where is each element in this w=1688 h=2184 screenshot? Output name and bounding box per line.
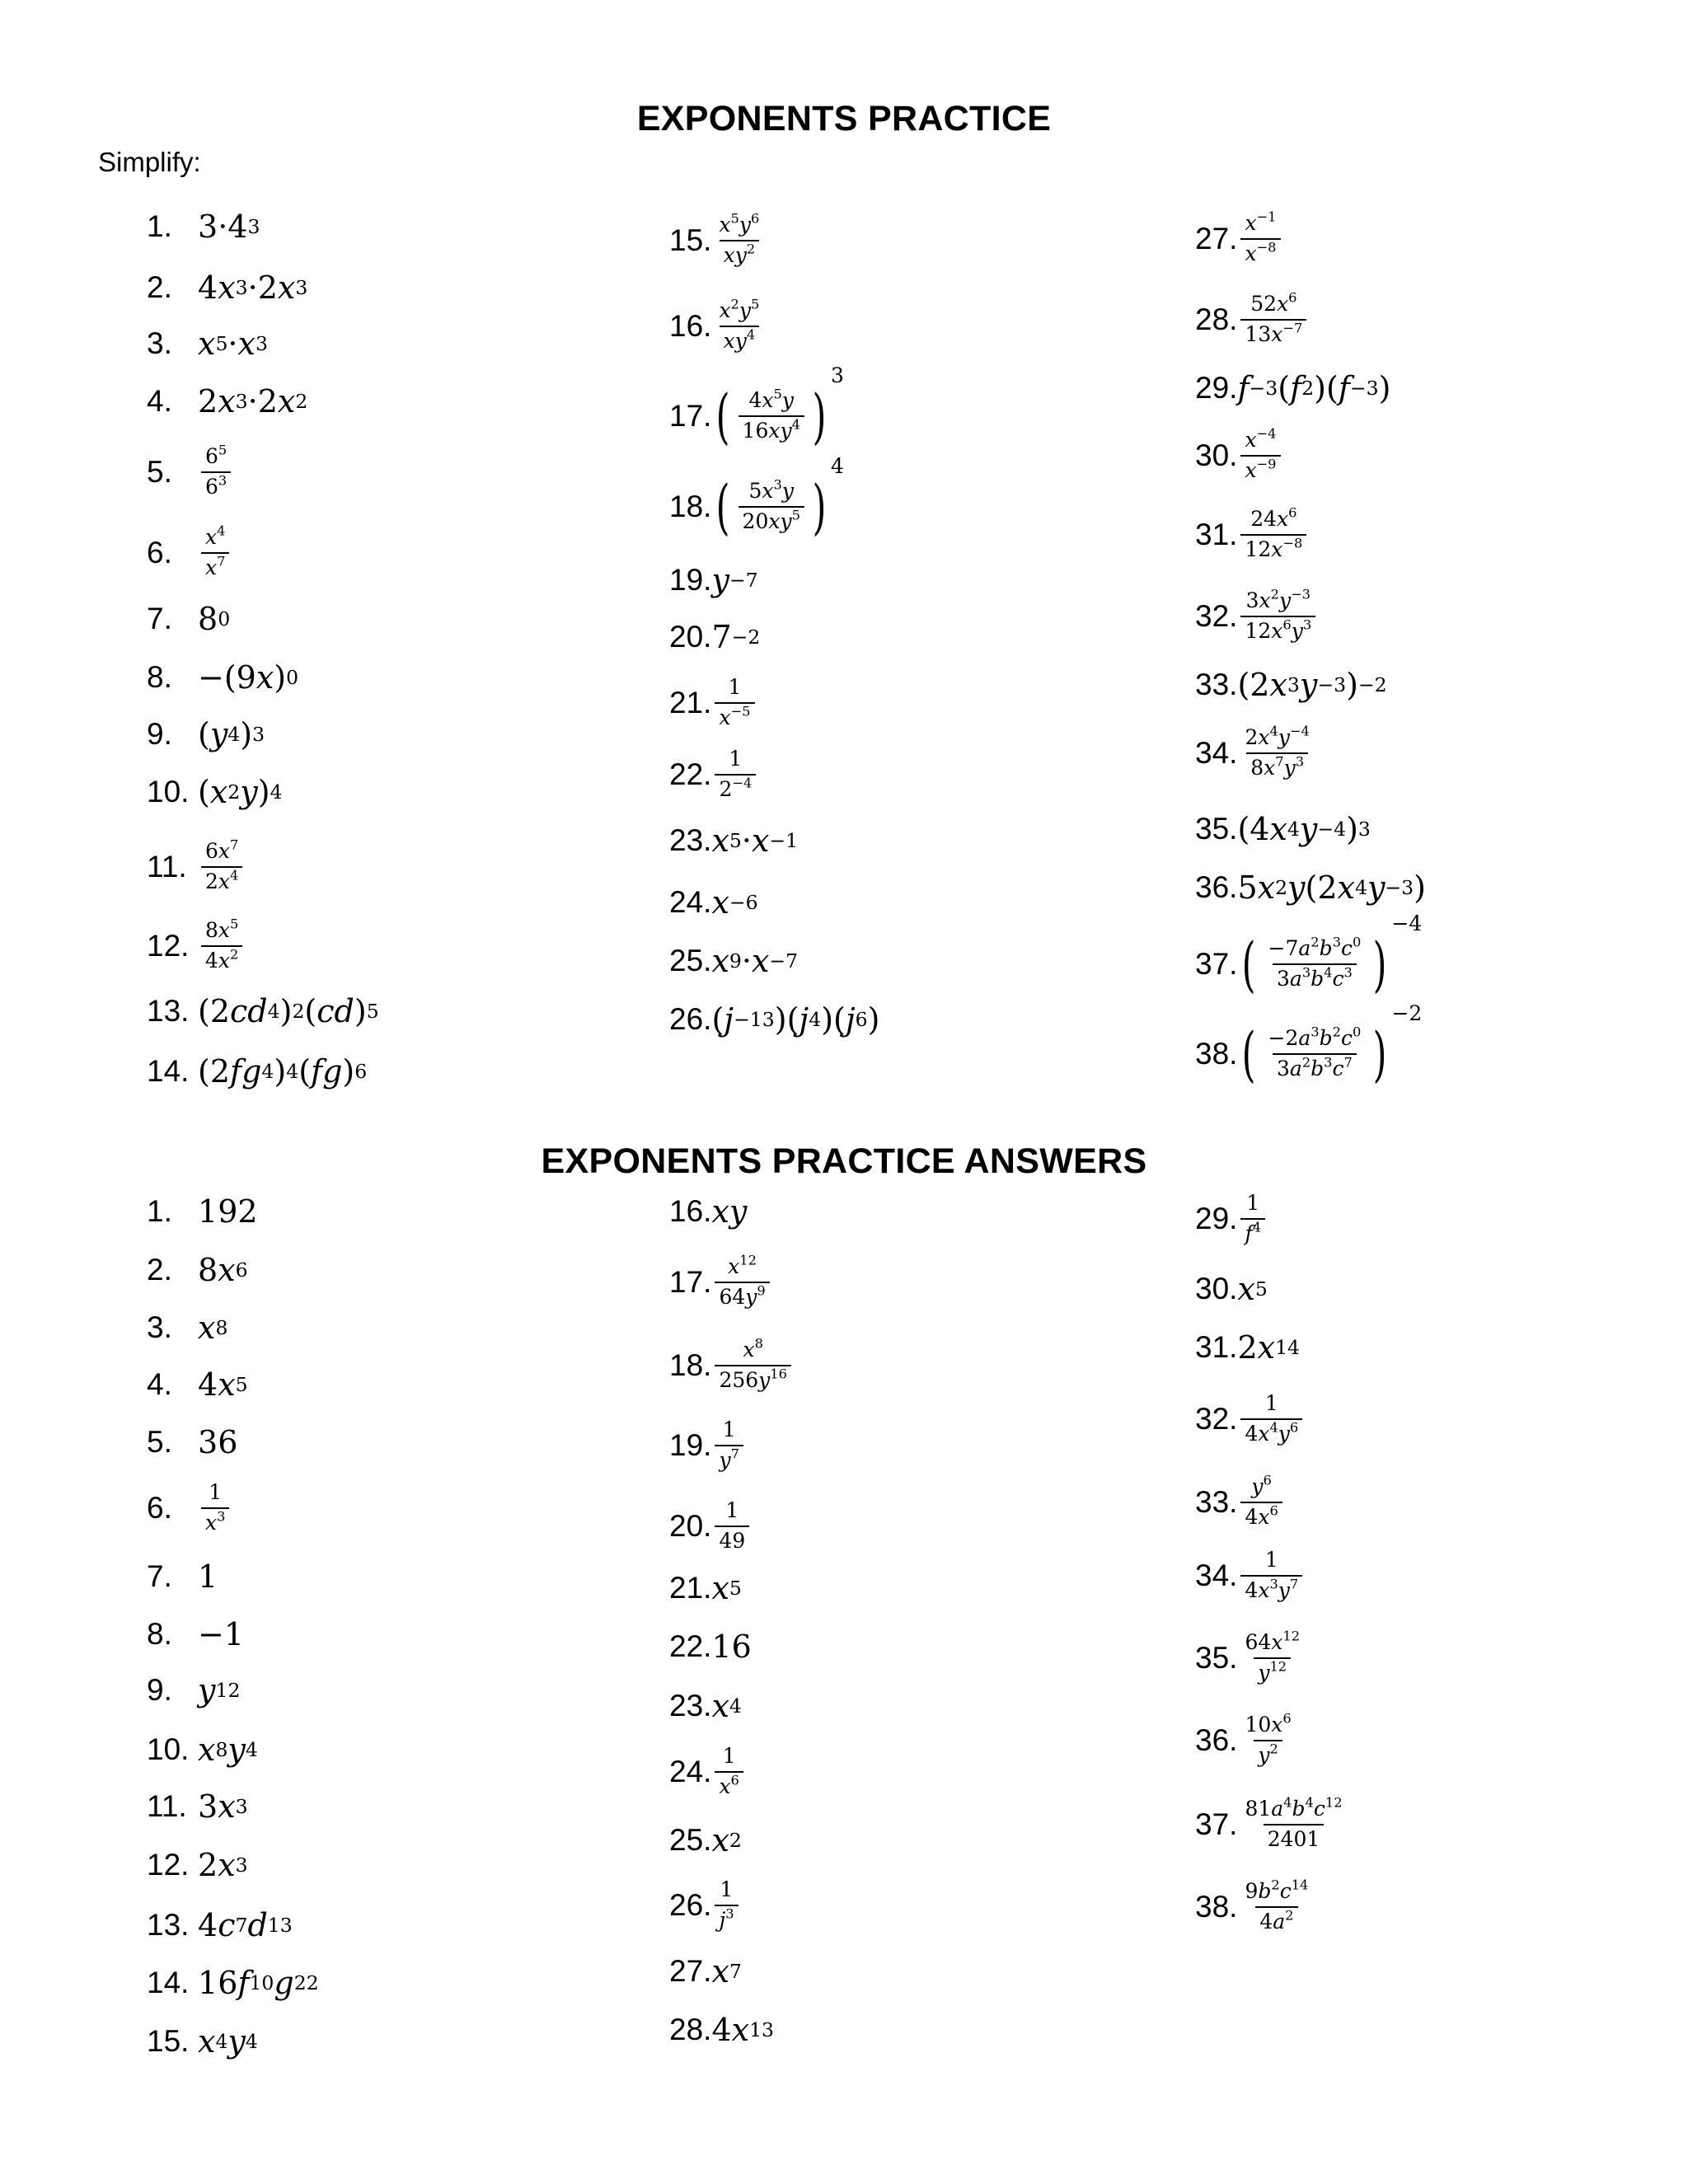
math-expression: x 7 — [711, 1953, 742, 1990]
numerator: $6^5$ — [205, 442, 227, 469]
math-expression — [198, 523, 232, 580]
denominator: $12x^6y^3$ — [1240, 616, 1315, 644]
item-number: 33. — [1195, 668, 1238, 701]
denominator: $x^{-8}$ — [1240, 238, 1280, 266]
item-number: 14. — [147, 1054, 190, 1088]
item-number: 16. — [669, 309, 712, 343]
item-number: 15. — [669, 223, 712, 257]
numerator: $81a^4b^4c^{12}$ — [1245, 1794, 1343, 1821]
answers-title: EXPONENTS PRACTICE ANSWERS — [541, 1141, 1147, 1181]
fraction — [715, 748, 756, 802]
item-number: 13. — [147, 994, 190, 1028]
fraction — [1240, 1549, 1302, 1603]
math-expression: 3 x 3 — [198, 1788, 248, 1825]
denominator: $13x^{-7}$ — [1240, 319, 1306, 347]
math-expression — [711, 1499, 753, 1554]
numerator: $x^2y^5$ — [719, 296, 760, 323]
item-number: 34. — [1195, 736, 1238, 770]
denominator: 2401 — [1264, 1824, 1325, 1852]
denominator: $64y^9$ — [715, 1282, 769, 1310]
math-expression: ( 2 x 3 y −3 ) −2 — [1237, 667, 1387, 703]
denominator: $y^7$ — [715, 1445, 743, 1473]
math-expression: 2 x 3 — [198, 1847, 248, 1883]
denominator: $3a^3b^4c^3$ — [1273, 963, 1357, 991]
numerator: $64x^{12}$ — [1245, 1628, 1301, 1655]
power-exponent: 4 — [831, 454, 844, 478]
math-expression: 4 x 13 — [711, 2012, 775, 2048]
item-number: 37. — [1195, 1807, 1238, 1841]
numerator: 1 — [209, 1480, 223, 1505]
math-expression: ( 2 fg 4 ) 4 ( fg ) 6 — [198, 1053, 368, 1090]
denominator: $3a^2b^3c^7$ — [1273, 1053, 1357, 1081]
math-expression — [1237, 1794, 1349, 1852]
item-number: 16. — [669, 1194, 712, 1228]
math-expression: ( y 4 ) 3 — [198, 716, 265, 752]
power-exponent: −4 — [1391, 912, 1423, 935]
math-expression: 8 x 6 — [198, 1252, 248, 1288]
item-number: 11. — [147, 1789, 187, 1823]
fraction — [1240, 586, 1315, 644]
math-expression: x −6 — [711, 884, 758, 921]
item-number: 7. — [147, 1559, 172, 1593]
denominator: $x^3$ — [201, 1507, 229, 1535]
math-expression — [198, 837, 246, 894]
fraction — [1240, 723, 1313, 780]
item-number: 13. — [147, 1908, 190, 1942]
numerator: 1 — [728, 675, 742, 700]
numerator: $8x^5$ — [205, 916, 239, 943]
denominator: $4x^4y^6$ — [1240, 1418, 1302, 1446]
item-number: 5. — [147, 1425, 172, 1459]
item-number: 28. — [1195, 302, 1238, 336]
item-number: 24. — [669, 1755, 712, 1788]
item-number: 6. — [147, 1491, 172, 1525]
math-expression — [711, 1335, 795, 1393]
denominator: $16xy^4$ — [738, 415, 804, 443]
fraction — [1240, 425, 1280, 483]
math-expression — [1237, 1710, 1298, 1768]
item-number: 9. — [147, 717, 172, 751]
math-expression: x 5 — [711, 1570, 742, 1606]
math-expression — [1237, 425, 1283, 483]
practice-title: EXPONENTS PRACTICE — [636, 99, 1052, 138]
fraction — [201, 916, 242, 973]
math-expression: ( j −13 ) ( j 4 ) ( j 6 ) — [711, 1001, 880, 1038]
numerator: $-2a^3b^2c^0$ — [1268, 1024, 1362, 1051]
item-number: 35. — [1195, 812, 1238, 846]
item-number: 15. — [147, 2024, 190, 2058]
math-expression: x 4 y 4 — [198, 2023, 258, 2060]
denominator: $8x^7y^3$ — [1246, 752, 1308, 780]
item-number: 31. — [1195, 518, 1238, 551]
numerator: $x^{12}$ — [728, 1252, 757, 1279]
item-number: 29. — [1195, 1202, 1238, 1235]
math-expression: 3 · 4 3 — [198, 209, 260, 245]
math-expression — [1237, 289, 1310, 347]
item-number: 31. — [1195, 1330, 1238, 1364]
item-number: 27. — [669, 1954, 712, 1988]
item-number: 12. — [147, 929, 190, 963]
math-expression: 7 −2 — [711, 619, 761, 655]
fraction — [1240, 289, 1306, 347]
numerator: $3x^2y^{-3}$ — [1245, 586, 1311, 613]
item-number: 21. — [669, 1571, 712, 1605]
fraction — [715, 1878, 738, 1933]
fraction — [715, 1745, 743, 1799]
math-expression — [711, 296, 767, 354]
numerator: $x^4$ — [205, 523, 226, 550]
denominator: $x^{-5}$ — [715, 702, 754, 730]
item-number: 30. — [1195, 438, 1238, 472]
item-number: 36. — [1195, 1723, 1238, 1757]
fraction — [1264, 934, 1366, 991]
item-number: 18. — [669, 490, 712, 523]
math-expression — [711, 748, 759, 802]
numerator: $x^5y^6$ — [719, 210, 760, 237]
power-exponent: 3 — [831, 363, 844, 387]
item-number: 22. — [669, 1629, 712, 1663]
math-expression: 5 x 2 y ( 2 x 4 y −3 ) — [1237, 869, 1426, 906]
fraction — [715, 1418, 743, 1473]
item-number: 4. — [147, 1367, 172, 1401]
math-expression: ( 2 cd 4 ) 2 ( cd ) 5 — [198, 993, 379, 1029]
fraction — [1240, 1794, 1346, 1852]
item-number: 29. — [1195, 371, 1238, 405]
item-number: 8. — [147, 660, 172, 694]
math-expression: 4 x 3 · 2 x 3 — [198, 269, 308, 306]
fraction — [1240, 1710, 1295, 1768]
math-expression: 2 x 14 — [1237, 1329, 1301, 1366]
fraction — [738, 476, 804, 534]
math-expression: 4 x 5 — [198, 1366, 248, 1403]
math-expression: − 1 — [198, 1616, 245, 1652]
math-expression: ( $\frac{5x^3y}{20xy^5}$ ) 4 — [716, 454, 844, 541]
math-expression — [711, 676, 757, 730]
item-number: 38. — [1195, 1037, 1238, 1071]
math-expression — [711, 1878, 741, 1933]
numerator: 1 — [1246, 1191, 1260, 1216]
fraction — [201, 523, 229, 580]
item-number: 12. — [147, 1848, 190, 1882]
numerator: $-7a^2b^3c^0$ — [1268, 934, 1362, 961]
math-expression: f −3 ( f 2 ) ( f −3 ) — [1237, 370, 1391, 406]
item-number: 32. — [1195, 599, 1238, 633]
math-expression: 4 c 7 d 13 — [198, 1907, 293, 1943]
math-expression: 8 0 — [198, 601, 231, 637]
numerator: $x^{-1}$ — [1245, 209, 1277, 236]
math-expression: 1 9 2 — [198, 1193, 258, 1230]
fraction — [1264, 1024, 1366, 1081]
fraction — [715, 1499, 749, 1554]
item-number: 10. — [147, 1732, 190, 1766]
denominator: $x^{-9}$ — [1240, 455, 1280, 483]
item-number: 30. — [1195, 1272, 1238, 1305]
fraction — [715, 1252, 769, 1310]
math-expression: ( 4 x 4 y −4 ) 3 — [1237, 811, 1371, 847]
item-number: 37. — [1195, 947, 1238, 981]
numerator: 1 — [729, 747, 743, 771]
item-number: 8. — [147, 1617, 172, 1651]
item-number: 7. — [147, 602, 172, 635]
item-number: 5. — [147, 455, 172, 489]
math-expression — [198, 442, 234, 499]
fraction — [715, 296, 763, 354]
item-number: 19. — [669, 1428, 712, 1462]
item-number: 17. — [669, 1265, 712, 1299]
item-number: 38. — [1195, 1890, 1238, 1924]
item-number: 24. — [669, 885, 712, 919]
fraction — [738, 386, 804, 443]
item-number: 26. — [669, 1002, 712, 1036]
numerator: $x^{-4}$ — [1245, 425, 1277, 452]
math-expression — [1237, 723, 1316, 780]
item-number: 4. — [147, 384, 172, 418]
math-expression — [1237, 1877, 1315, 1934]
math-expression: 1 6 f 10 g 22 — [198, 1965, 319, 2001]
denominator: $x^6$ — [715, 1771, 743, 1799]
item-number: 3. — [147, 326, 172, 360]
item-number: 17. — [669, 399, 712, 433]
denominator: $y^{12}$ — [1254, 1657, 1291, 1685]
item-number: 25. — [669, 944, 712, 977]
math-expression: xy — [711, 1193, 748, 1230]
numerator: $y^6$ — [1251, 1472, 1272, 1499]
math-expression — [1237, 1549, 1306, 1603]
denominator: $4x^2$ — [201, 945, 242, 973]
fraction — [1240, 1628, 1304, 1685]
numerator: $9b^2c^{14}$ — [1245, 1877, 1309, 1904]
fraction — [715, 676, 754, 730]
math-expression: ( $\frac{4x^5y}{16xy^4}$ ) 3 — [716, 363, 844, 451]
math-expression: x 5 — [1237, 1271, 1268, 1307]
math-expression — [1237, 504, 1310, 562]
item-number: 1. — [147, 1194, 172, 1228]
numerator: $24x^6$ — [1250, 504, 1297, 532]
numerator: $5x^3y$ — [748, 476, 794, 504]
item-number: 9. — [147, 1673, 172, 1707]
numerator: 1 — [720, 1877, 734, 1902]
denominator: $4a^2$ — [1255, 1906, 1297, 1934]
math-expression — [1237, 586, 1319, 644]
item-number: 2. — [147, 270, 172, 304]
math-expression — [1237, 1628, 1307, 1685]
fraction — [1240, 1877, 1312, 1934]
fraction — [201, 442, 231, 499]
math-expression: − ( 9 x ) 0 — [198, 659, 299, 696]
denominator: 49 — [715, 1526, 749, 1554]
math-expression: 2 x 3 · 2 x 2 — [198, 383, 308, 419]
instruction: Simplify: — [98, 147, 201, 177]
numerator: $x^8$ — [743, 1335, 763, 1362]
item-number: 23. — [669, 1689, 712, 1722]
item-number: 18. — [669, 1348, 712, 1382]
math-expression: x 8 — [198, 1310, 228, 1346]
math-expression: x 4 — [711, 1688, 742, 1724]
item-number: 11. — [147, 850, 187, 883]
item-number: 19. — [669, 563, 712, 597]
denominator: $256y^{16}$ — [715, 1365, 791, 1393]
item-number: 14. — [147, 1966, 190, 1999]
fraction — [1240, 1192, 1265, 1246]
math-expression: 1 — [198, 1558, 218, 1595]
item-number: 2. — [147, 1253, 172, 1286]
item-number: 21. — [669, 686, 712, 719]
math-expression — [1237, 1472, 1285, 1530]
math-expression: 1 6 — [711, 1629, 752, 1665]
denominator: $f^4$ — [1240, 1218, 1265, 1246]
denominator: $20xy^5$ — [738, 506, 804, 534]
math-expression — [1237, 1192, 1268, 1246]
fraction — [1240, 1392, 1302, 1446]
math-expression: y 12 — [198, 1672, 241, 1708]
denominator: $2x^4$ — [201, 866, 242, 894]
numerator: 1 — [722, 1418, 736, 1442]
fraction — [201, 1481, 229, 1535]
math-expression: 3 6 — [198, 1424, 238, 1460]
denominator: $2^{-4}$ — [715, 774, 756, 802]
denominator: $xy^4$ — [720, 326, 760, 354]
item-number: 35. — [1195, 1641, 1238, 1675]
denominator: $4x^6$ — [1240, 1502, 1282, 1530]
math-expression — [711, 210, 767, 268]
math-expression — [1237, 1392, 1306, 1446]
math-expression — [198, 1481, 232, 1535]
numerator: $6x^7$ — [205, 837, 239, 864]
math-expression: x 8 y 4 — [198, 1732, 258, 1768]
item-number: 34. — [1195, 1558, 1238, 1592]
numerator: 1 — [1264, 1548, 1278, 1572]
denominator: $y^2$ — [1254, 1740, 1282, 1768]
numerator: 1 — [1264, 1391, 1278, 1416]
math-expression — [711, 1418, 746, 1473]
numerator: $4x^5y$ — [748, 386, 794, 413]
fraction — [1240, 1472, 1282, 1530]
math-expression: ( x 2 y ) 4 — [198, 774, 283, 810]
numerator: $52x^6$ — [1250, 289, 1297, 316]
item-number: 26. — [669, 1888, 712, 1922]
item-number: 27. — [1195, 222, 1238, 255]
math-expression: x 5 · x −1 — [711, 823, 799, 859]
power-exponent: −2 — [1391, 1001, 1423, 1025]
item-number: 36. — [1195, 870, 1238, 904]
denominator: $12x^{-8}$ — [1240, 534, 1306, 562]
denominator: $xy^2$ — [720, 240, 760, 268]
numerator: 1 — [722, 1744, 736, 1769]
fraction — [715, 1335, 791, 1393]
math-expression: ( $\frac{-2a^3b^2c^0}{3a^2b^3c^7}$ ) −2 — [1242, 1001, 1423, 1089]
denominator: $j^3$ — [715, 1905, 738, 1933]
math-expression — [711, 1745, 746, 1799]
item-number: 3. — [147, 1310, 172, 1344]
item-number: 25. — [669, 1823, 712, 1857]
item-number: 28. — [669, 2013, 712, 2046]
item-number: 22. — [669, 757, 712, 791]
math-expression — [711, 1252, 772, 1310]
math-expression: x 9 · x −7 — [711, 943, 799, 979]
denominator: $6^3$ — [201, 471, 231, 499]
item-number: 20. — [669, 620, 712, 654]
math-expression: y −7 — [711, 562, 758, 598]
item-number: 20. — [669, 1509, 712, 1543]
math-expression: x 2 — [711, 1822, 742, 1858]
numerator: $10x^6$ — [1245, 1710, 1292, 1737]
math-expression — [198, 916, 246, 973]
item-number: 33. — [1195, 1485, 1238, 1519]
item-number: 6. — [147, 536, 172, 569]
item-number: 23. — [669, 823, 712, 857]
fraction — [1240, 209, 1280, 266]
numerator: 1 — [725, 1498, 739, 1523]
fraction — [201, 837, 242, 894]
item-number: 32. — [1195, 1402, 1238, 1436]
math-expression: ( $\frac{-7a^2b^3c^0}{3a^3b^4c^3}$ ) −4 — [1242, 912, 1423, 999]
math-expression: x 5 · x 3 — [198, 326, 268, 362]
item-number: 10. — [147, 775, 190, 808]
denominator: $4x^3y^7$ — [1240, 1575, 1302, 1603]
fraction — [1240, 504, 1306, 562]
math-expression — [1237, 209, 1283, 266]
denominator: $x^7$ — [201, 552, 229, 580]
numerator: $2x^4y^{-4}$ — [1245, 723, 1310, 750]
fraction — [715, 210, 763, 268]
item-number: 1. — [147, 209, 172, 243]
